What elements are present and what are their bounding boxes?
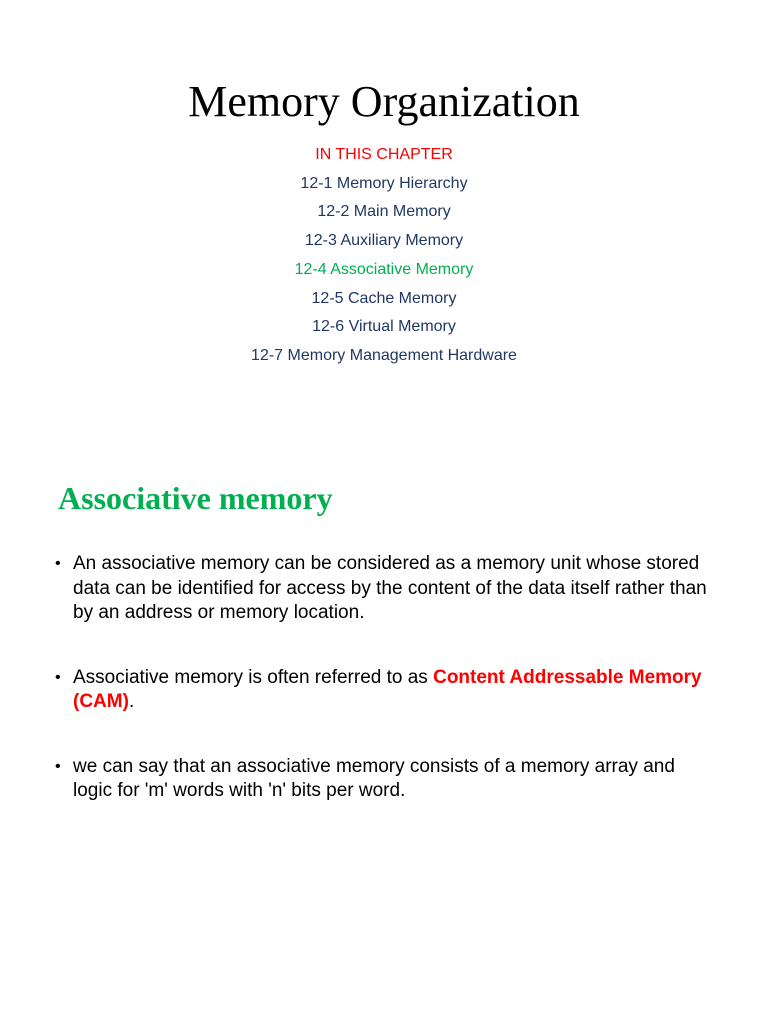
toc-item-associative-memory: 12-4 Associative Memory [294,260,474,278]
bullet-text: An associative memory can be considered as a memory unit whose stored data can be identified for access by the content of the data itself rather than by an address or memory location. [73,553,707,623]
bullet-icon: • [55,757,61,775]
bullet-item [55,552,715,626]
bullet-icon: • [55,668,61,686]
toc-item-memory-management-hardware: 12-7 Memory Management Hardware [251,346,517,364]
cam-highlight: Content Addressable Memory (CAM) [73,666,702,712]
page-title: Memory Organization [188,77,580,126]
toc-item-auxiliary-memory: 12-3 Auxiliary Memory [304,232,464,250]
bullet-text-after: . [128,691,135,712]
toc-item-virtual-memory: 12-6 Virtual Memory [312,318,456,336]
chapter-contents [0,141,768,371]
toc-item-cache-memory: 12-5 Cache Memory [311,289,457,307]
bullet-item [55,666,715,715]
bullet-text: we can say that an associative memory consists of a memory array and logic for 'm' words with 'n' bits per word. [73,755,675,801]
bullet-icon: • [55,555,61,572]
section-heading: Associative memory [58,480,333,516]
bullet-text [73,666,715,715]
toc-item-main-memory: 12-2 Main Memory [317,203,451,221]
toc-item-memory-hierarchy: 12-1 Memory Hierarchy [300,174,468,192]
bullet-list [55,552,715,844]
bullet-text-before: Associative memory is often referred to as [73,666,434,688]
chapter-heading: IN THIS CHAPTER [315,146,453,163]
bullet-item [55,755,715,804]
